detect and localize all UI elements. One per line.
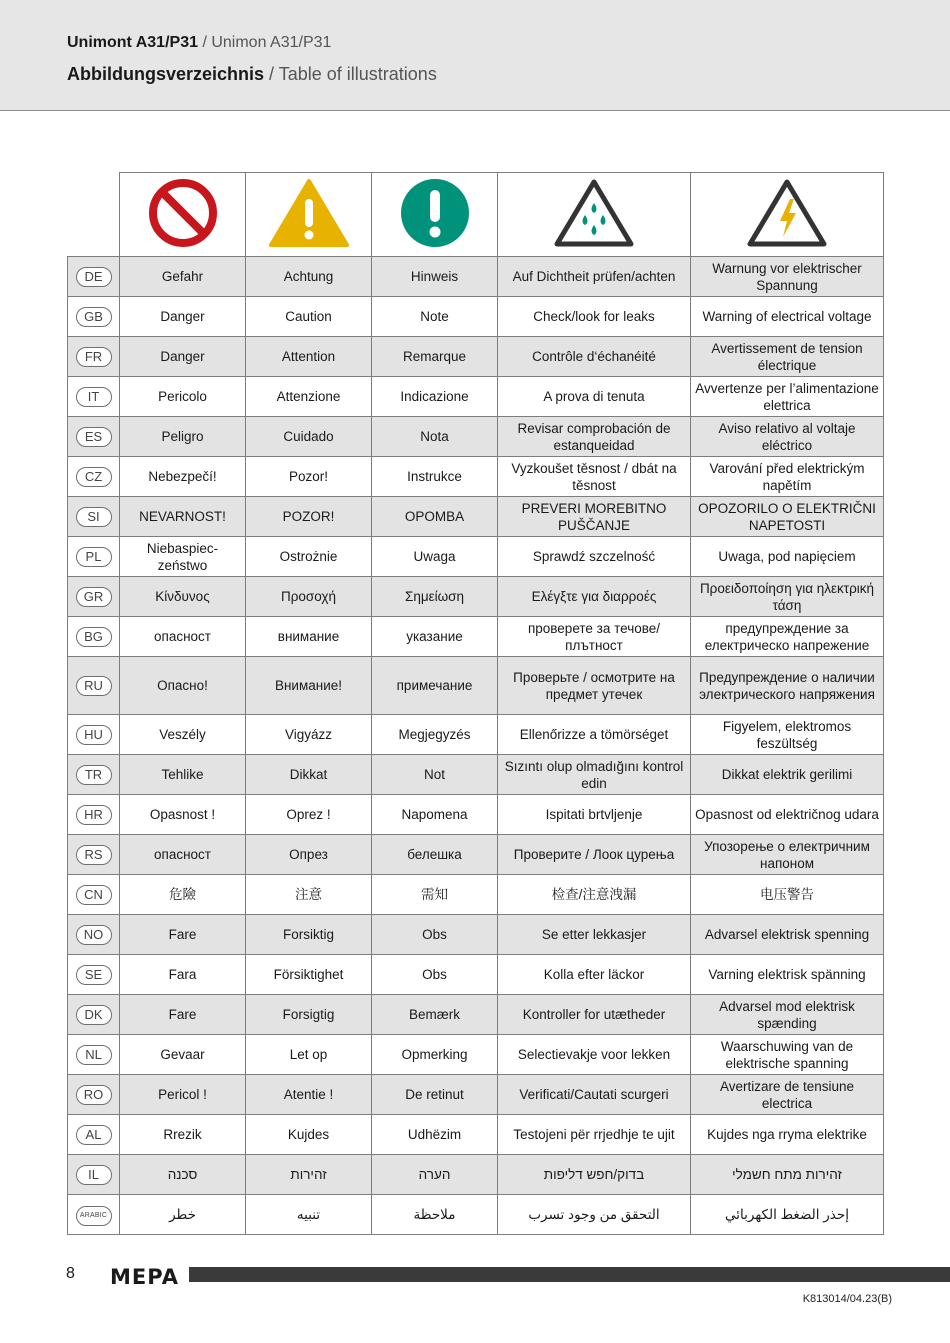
language-badge: GR — [76, 587, 112, 607]
translation-cell: Attenzione — [246, 377, 372, 417]
translation-cell: Kontroller for utætheder — [498, 995, 691, 1035]
translation-cell: опасност — [120, 835, 246, 875]
translation-cell: Προειδοποίηση για ηλεκτρική τάση — [691, 577, 884, 617]
table-row — [68, 755, 884, 795]
translation-cell: הערה — [372, 1155, 498, 1195]
language-badge: NL — [76, 1045, 112, 1065]
table-row — [68, 617, 884, 657]
translation-cell: خطر — [120, 1195, 246, 1235]
language-badge: SE — [76, 965, 112, 985]
blank-corner — [68, 173, 120, 257]
translation-cell: Avertissement de tension électrique — [691, 337, 884, 377]
language-code-cell — [68, 795, 120, 835]
translation-cell: Uwaga — [372, 537, 498, 577]
translation-cell: Vyzkoušet těsnost / dbát na těsnost — [498, 457, 691, 497]
translation-rows — [68, 257, 884, 1235]
language-code-cell — [68, 537, 120, 577]
table-row — [68, 1155, 884, 1195]
translation-cell: Auf Dichtheit prüfen/achten — [498, 257, 691, 297]
translation-cell: Obs — [372, 915, 498, 955]
translation-cell: Hinweis — [372, 257, 498, 297]
translation-cell: Forsigtig — [246, 995, 372, 1035]
language-badge: BG — [76, 627, 112, 647]
language-badge: CN — [76, 885, 112, 905]
translation-cell: NEVARNOST! — [120, 497, 246, 537]
language-badge: DK — [76, 1005, 112, 1025]
language-badge: SI — [76, 507, 112, 527]
table-row — [68, 1195, 884, 1235]
translation-cell: Indicazione — [372, 377, 498, 417]
translation-cell: Check/look for leaks — [498, 297, 691, 337]
translation-cell: Προσοχή — [246, 577, 372, 617]
title-light: Unimon A31/P31 — [211, 34, 332, 51]
translation-cell: Σημείωση — [372, 577, 498, 617]
translation-cell: إحذر الضغط الكهربائي — [691, 1195, 884, 1235]
translation-cell: Ispitati brtvljenje — [498, 795, 691, 835]
translation-cell: Selectievakje voor lekken — [498, 1035, 691, 1075]
translation-cell: Tehlike — [120, 755, 246, 795]
language-badge: FR — [76, 347, 112, 367]
translation-cell: Pozor! — [246, 457, 372, 497]
language-code-cell — [68, 875, 120, 915]
translation-cell: Kolla efter läckor — [498, 955, 691, 995]
translation-cell: Obs — [372, 955, 498, 995]
translation-cell: Achtung — [246, 257, 372, 297]
translation-cell: Opasnost od električnog udara — [691, 795, 884, 835]
table-row — [68, 1035, 884, 1075]
language-badge: RO — [76, 1085, 112, 1105]
translation-cell: 需知 — [372, 875, 498, 915]
translation-cell: Napomena — [372, 795, 498, 835]
translation-cell: внимание — [246, 617, 372, 657]
table-row — [68, 995, 884, 1035]
document-reference: K813014/04.23(B) — [802, 1293, 892, 1305]
translation-cell: Let op — [246, 1035, 372, 1075]
translation-cell: Dikkat elektrik gerilimi — [691, 755, 884, 795]
table-row — [68, 795, 884, 835]
table-row — [68, 1075, 884, 1115]
language-code-cell — [68, 337, 120, 377]
subtitle-light: Table of illustrations — [278, 64, 437, 84]
translation-cell: Attention — [246, 337, 372, 377]
translation-cell: Gevaar — [120, 1035, 246, 1075]
translation-cell: проверете за течове/ плътност — [498, 617, 691, 657]
translation-cell: זהירות — [246, 1155, 372, 1195]
translation-cell: опасност — [120, 617, 246, 657]
title-bold: Unimont A31/P31 — [67, 34, 198, 51]
translation-cell: Niebaspiec- zeństwo — [120, 537, 246, 577]
translation-cell: Fare — [120, 995, 246, 1035]
warning-triangle-icon-cell — [246, 173, 372, 257]
language-badge: CZ — [76, 467, 112, 487]
language-code-cell — [68, 995, 120, 1035]
translation-cell: Veszély — [120, 715, 246, 755]
prohibition-icon-cell — [120, 173, 246, 257]
table-row — [68, 1115, 884, 1155]
translation-cell: Waarschuwing van de elektrische spanning — [691, 1035, 884, 1075]
language-code-cell — [68, 1115, 120, 1155]
translation-cell: Kujdes — [246, 1115, 372, 1155]
table-row — [68, 577, 884, 617]
illustrations-table — [67, 172, 884, 1235]
translation-cell: Kujdes nga rryma elektrike — [691, 1115, 884, 1155]
translation-cell: A prova di tenuta — [498, 377, 691, 417]
translation-cell: OPOZORILO O ELEKTRIČNI NAPETOSTI — [691, 497, 884, 537]
translation-cell: Предупреждение о наличии электрического напряжения — [691, 657, 884, 715]
translation-cell: Oprez ! — [246, 795, 372, 835]
language-code-cell — [68, 835, 120, 875]
translation-cell: Ελέγξτε για διαρροές — [498, 577, 691, 617]
translation-cell: Atentie ! — [246, 1075, 372, 1115]
translation-cell: Testojeni për rrjedhje te ujit — [498, 1115, 691, 1155]
translation-cell: OPOMBA — [372, 497, 498, 537]
translation-cell: Rrezik — [120, 1115, 246, 1155]
language-badge: PL — [76, 547, 112, 567]
translation-cell: Внимание! — [246, 657, 372, 715]
table-row — [68, 297, 884, 337]
translation-cell: ملاحظة — [372, 1195, 498, 1235]
translation-cell: Not — [372, 755, 498, 795]
language-code-cell — [68, 955, 120, 995]
translation-cell: Dikkat — [246, 755, 372, 795]
translation-cell: Fara — [120, 955, 246, 995]
table-row — [68, 915, 884, 955]
translation-cell: белешка — [372, 835, 498, 875]
language-badge: ARABIC — [76, 1206, 112, 1226]
translation-cell: Danger — [120, 337, 246, 377]
language-badge: AL — [76, 1125, 112, 1145]
translation-cell: Sızıntı olup olmadığını kontrol edin — [498, 755, 691, 795]
translation-cell: POZOR! — [246, 497, 372, 537]
language-badge: HU — [76, 725, 112, 745]
table-row — [68, 875, 884, 915]
translation-cell: Warnung vor elektrischer Spannung — [691, 257, 884, 297]
translation-cell: Проверьте / осмотрите на предмет утечек — [498, 657, 691, 715]
translation-cell: Fare — [120, 915, 246, 955]
table-row — [68, 657, 884, 715]
translation-cell: Figyelem, elektromos feszültség — [691, 715, 884, 755]
table-row — [68, 497, 884, 537]
language-badge: RS — [76, 845, 112, 865]
translation-cell: Pericolo — [120, 377, 246, 417]
translation-cell: Note — [372, 297, 498, 337]
translation-cell: Ellenőrizze a tömörséget — [498, 715, 691, 755]
language-code-cell — [68, 1035, 120, 1075]
translation-cell: Udhëzim — [372, 1115, 498, 1155]
document-title: Unimont A31/P31 / Unimon A31/P31 — [67, 34, 332, 51]
language-badge: IL — [76, 1165, 112, 1185]
table-row — [68, 457, 884, 497]
translation-cell: Försiktighet — [246, 955, 372, 995]
table-row — [68, 537, 884, 577]
translation-cell: Nota — [372, 417, 498, 457]
warning-triangle-icon — [268, 177, 350, 249]
language-badge: RU — [76, 676, 112, 696]
translation-cell: примечание — [372, 657, 498, 715]
language-code-cell — [68, 457, 120, 497]
translation-cell: Κίνδυνος — [120, 577, 246, 617]
translation-cell: предупреждение за електрическо напрежение — [691, 617, 884, 657]
language-badge: HR — [76, 805, 112, 825]
leak-check-icon — [553, 177, 635, 249]
subtitle-bold: Abbildungsverzeichnis — [67, 64, 265, 84]
translation-cell: Advarsel mod elektrisk spænding — [691, 995, 884, 1035]
language-code-cell — [68, 417, 120, 457]
translation-cell: Опрез — [246, 835, 372, 875]
language-badge: ES — [76, 427, 112, 447]
electrical-voltage-icon-cell — [691, 173, 884, 257]
translation-cell: Uwaga, pod napięciem — [691, 537, 884, 577]
language-code-cell — [68, 297, 120, 337]
leak-check-icon-cell — [498, 173, 691, 257]
translation-cell: Peligro — [120, 417, 246, 457]
footer-bar — [189, 1267, 950, 1282]
translation-cell: Megjegyzés — [372, 715, 498, 755]
language-badge: NO — [76, 925, 112, 945]
translation-cell: Опасно! — [120, 657, 246, 715]
translation-cell: Advarsel elektrisk spenning — [691, 915, 884, 955]
translation-cell: Warning of electrical voltage — [691, 297, 884, 337]
translation-cell: Caution — [246, 297, 372, 337]
translation-cell: Varování před elektrickým napětím — [691, 457, 884, 497]
translation-cell: Vigyázz — [246, 715, 372, 755]
translation-cell: Sprawdź szczelność — [498, 537, 691, 577]
language-code-cell — [68, 377, 120, 417]
translation-cell: Bemærk — [372, 995, 498, 1035]
prohibition-icon — [148, 178, 218, 248]
translation-cell: تنبيه — [246, 1195, 372, 1235]
mepa-logo: MEPA — [110, 1265, 179, 1289]
table-row — [68, 835, 884, 875]
translation-cell: בדוק/חפש דליפות — [498, 1155, 691, 1195]
section-title: Abbildungsverzeichnis / Table of illustrations — [67, 64, 437, 84]
table-row — [68, 337, 884, 377]
translation-cell: Упозорење о електричним напоном — [691, 835, 884, 875]
language-badge: GB — [76, 307, 112, 327]
language-badge: TR — [76, 765, 112, 785]
translation-cell: Проверите / Лоок цурења — [498, 835, 691, 875]
translation-cell: Ostrożnie — [246, 537, 372, 577]
language-code-cell — [68, 497, 120, 537]
translation-cell: זהירות מתח חשמלי — [691, 1155, 884, 1195]
language-code-cell — [68, 657, 120, 715]
table-row — [68, 377, 884, 417]
translation-cell: Contrôle d‘échanéité — [498, 337, 691, 377]
table-row — [68, 955, 884, 995]
table-row — [68, 417, 884, 457]
translation-cell: Revisar comprobación de estanqueidad — [498, 417, 691, 457]
translation-cell: 电压警告 — [691, 875, 884, 915]
language-code-cell — [68, 257, 120, 297]
translation-cell: De retinut — [372, 1075, 498, 1115]
note-icon-cell — [372, 173, 498, 257]
icon-row — [68, 173, 884, 257]
electrical-voltage-icon — [746, 177, 828, 249]
translation-cell: Nebezpečí! — [120, 457, 246, 497]
note-exclamation-icon — [400, 178, 470, 248]
translation-cell: Avertizare de tensiune electrica — [691, 1075, 884, 1115]
translation-cell: Cuidado — [246, 417, 372, 457]
translation-cell: Forsiktig — [246, 915, 372, 955]
translation-cell: указание — [372, 617, 498, 657]
translation-cell: Danger — [120, 297, 246, 337]
translation-cell: 注意 — [246, 875, 372, 915]
translation-cell: Gefahr — [120, 257, 246, 297]
table-row — [68, 257, 884, 297]
translation-cell: Opasnost ! — [120, 795, 246, 835]
translation-cell: 危險 — [120, 875, 246, 915]
translation-cell: Varning elektrisk spänning — [691, 955, 884, 995]
translation-cell: Instrukce — [372, 457, 498, 497]
translation-cell: Avvertenze per l’alimentazione elettrica — [691, 377, 884, 417]
language-code-cell — [68, 1195, 120, 1235]
translation-cell: Se etter lekkasjer — [498, 915, 691, 955]
language-code-cell — [68, 577, 120, 617]
translation-cell: PREVERI MOREBITNO PUŠČANJE — [498, 497, 691, 537]
page-header — [0, 0, 950, 111]
translation-cell: Opmerking — [372, 1035, 498, 1075]
language-code-cell — [68, 915, 120, 955]
translation-cell: Pericol ! — [120, 1075, 246, 1115]
language-code-cell — [68, 1155, 120, 1195]
language-badge: IT — [76, 387, 112, 407]
page-number: 8 — [66, 1265, 75, 1282]
translation-cell: Verificati/Cautati scurgeri — [498, 1075, 691, 1115]
table-row — [68, 715, 884, 755]
language-code-cell — [68, 715, 120, 755]
language-code-cell — [68, 617, 120, 657]
translation-cell: סכנה — [120, 1155, 246, 1195]
translation-cell: Aviso relativo al voltaje eléctrico — [691, 417, 884, 457]
language-code-cell — [68, 755, 120, 795]
translation-cell: Remarque — [372, 337, 498, 377]
translation-cell: التحقق من وجود تسرب — [498, 1195, 691, 1235]
language-code-cell — [68, 1075, 120, 1115]
translation-cell: 检查/注意洩漏 — [498, 875, 691, 915]
language-badge: DE — [76, 267, 112, 287]
